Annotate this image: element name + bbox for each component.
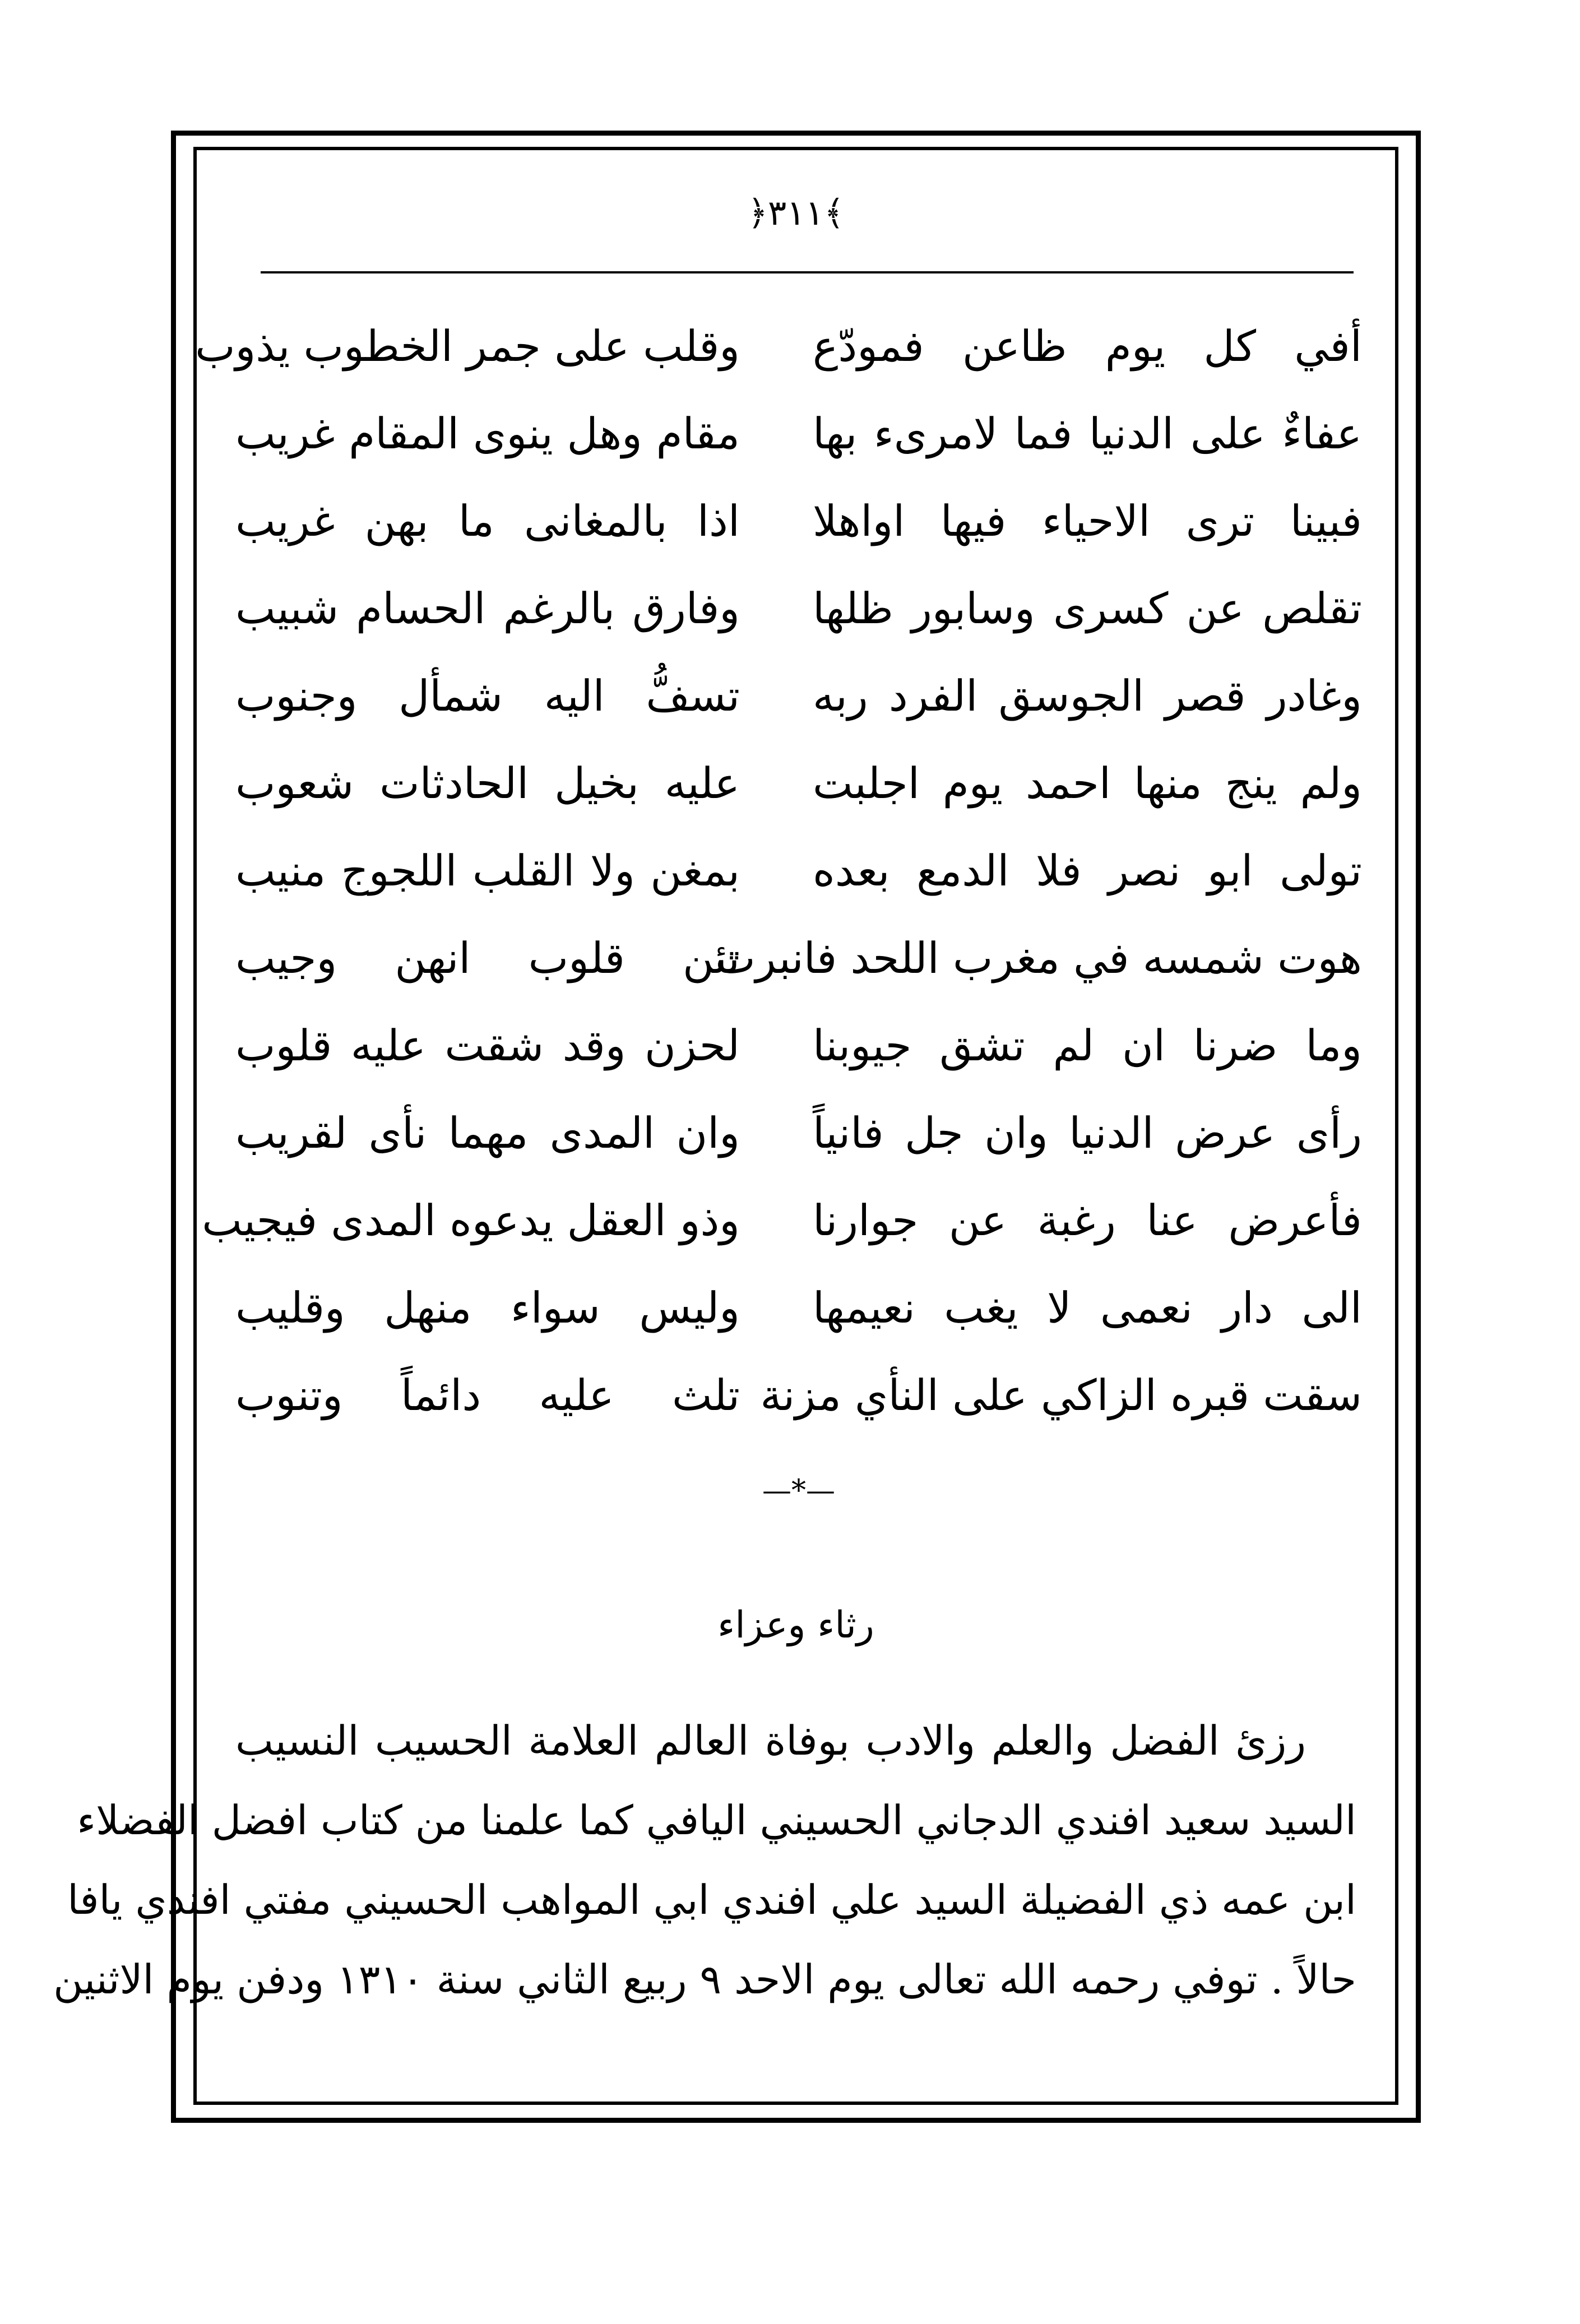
verse-second-half: لحزن وقد شقت عليه قلوب (235, 1020, 740, 1070)
verse-second-half: وان المدى مهما نأى لقريب (235, 1108, 740, 1158)
prose-paragraph (53, 1701, 1356, 2019)
poem-verse (235, 1089, 1362, 1177)
verse-second-half: اذا بالمغانى ما بهن غريب (235, 496, 740, 546)
poem-verse (235, 1002, 1362, 1089)
verse-second-half: وليس سواء منهل وقليب (235, 1283, 740, 1333)
section-title: رثاء وعزاء (717, 1603, 874, 1646)
poem-verse (235, 565, 1362, 652)
verse-first-half: أفي كل يوم ظاعن فمودّع (813, 321, 1362, 371)
verse-first-half: وما ضرنا ان لم تشق جيوبنا (813, 1020, 1362, 1070)
verse-first-half: هوت شمسه في مغرب اللحد فانبرت (715, 933, 1362, 983)
verse-second-half: مقام وهل ينوى المقام غريب (235, 409, 740, 458)
prose-line: حالاً . توفي رحمه الله تعالى يوم الاحد ٩ ربيع الثاني سنة ١٣١٠ ودفن يوم الاثنين (53, 1956, 1356, 2003)
prose-line: رزئ الفضل والعلم والادب بوفاة العالم العلامة الحسيب النسيب (235, 1717, 1306, 1764)
verse-first-half: ولم ينج منها احمد يوم اجلبت (813, 758, 1362, 808)
verse-second-half: تسفُّ اليه شمأل وجنوب (235, 671, 740, 721)
verse-second-half: تئن قلوب انهن وجيب (235, 933, 740, 983)
verse-first-half: وغادر قصر الجوسق الفرد ربه (813, 671, 1362, 721)
prose-line: ابن عمه ذي الفضيلة السيد علي افندي ابي المواهب الحسيني مفتي افندي يافا (67, 1876, 1356, 1923)
verse-first-half: عفاءٌ على الدنيا فما لامرىء بها (813, 409, 1362, 458)
poem-verse (235, 827, 1362, 915)
poem-verse (202, 1177, 1362, 1264)
poem-verse (235, 740, 1362, 827)
poem-verse (235, 1264, 1362, 1352)
verse-second-half: تلث عليه دائماً وتنوب (235, 1370, 740, 1420)
page-number: ﴾٣١١﴿ (747, 192, 845, 233)
verse-first-half: تقلص عن كسرى وسابور ظلها (813, 583, 1362, 633)
section-separator: —*— (762, 1474, 835, 1507)
poem-verse (235, 390, 1362, 477)
verse-first-half: فأعرض عنا رغبة عن جوارنا (813, 1195, 1362, 1245)
verse-second-half: وقلب على جمر الخطوب يذوب (195, 321, 740, 371)
verse-first-half: تولى ابو نصر فلا الدمع بعده (813, 846, 1362, 896)
verse-first-half: رأى عرض الدنيا وان جل فانياً (813, 1108, 1362, 1158)
poem-verse (195, 303, 1362, 390)
poem-verse (235, 915, 1362, 1002)
poem-verse (235, 477, 1362, 565)
verse-first-half: فبينا ترى الاحياء فيها اواهلا (813, 496, 1362, 546)
verse-second-half: وفارق بالرغم الحسام شبيب (235, 583, 740, 633)
header-rule (261, 271, 1354, 273)
verse-first-half: الى دار نعمى لا يغب نعيمها (813, 1283, 1362, 1333)
verse-second-half: بمغن ولا القلب اللجوج منيب (235, 846, 740, 896)
poem (195, 303, 1362, 1439)
prose-line: السيد سعيد افندي الدجاني الحسيني اليافي كما علمنا من كتاب افضل الفضلاء (77, 1797, 1356, 1844)
poem-verse (235, 652, 1362, 740)
verse-second-half: عليه بخيل الحادثات شعوب (235, 758, 740, 808)
verse-second-half: وذو العقل يدعوه المدى فيجيب (202, 1195, 740, 1245)
poem-verse (235, 1352, 1362, 1439)
verse-first-half: سقت قبره الزاكي على النأي مزنة (760, 1370, 1362, 1420)
